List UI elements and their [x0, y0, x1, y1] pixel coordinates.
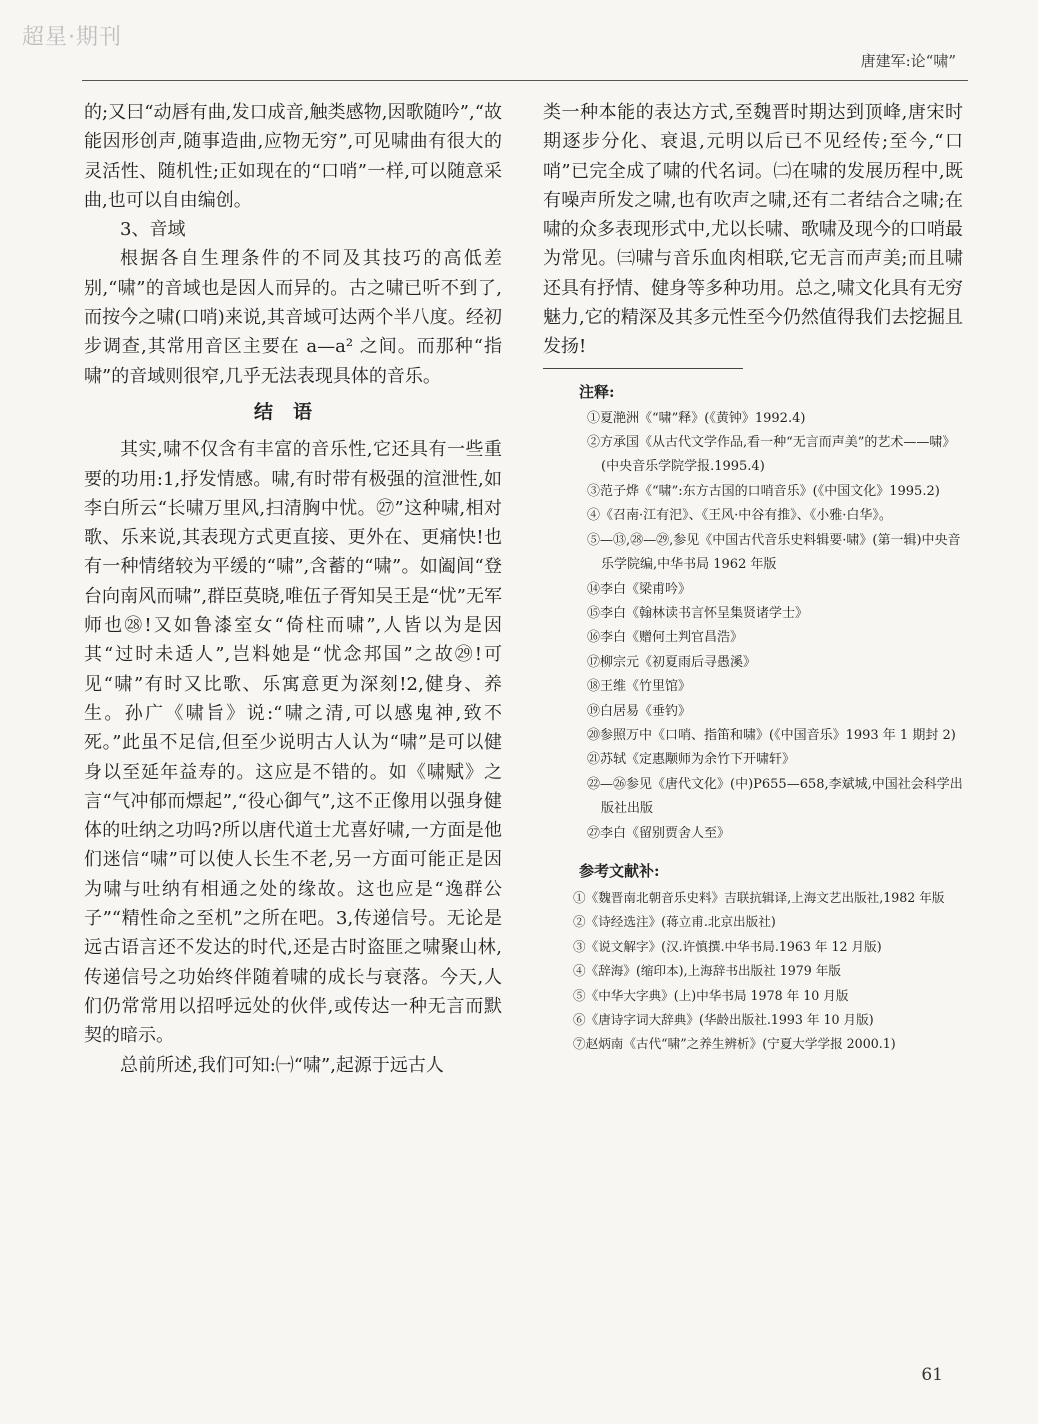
note-item: ⑯李白《赠何土判官昌浩》: [587, 630, 744, 646]
header-rule: [82, 80, 968, 81]
reference-item: ⑤《中华大字典》(上)中华书局 1978 年 10 月版: [573, 987, 849, 1003]
note-item: ⑭李白《梁甫吟》: [587, 581, 692, 597]
reference-item: ③《说文解字》(汉.许慎撰.中华书局.1963 年 12 月版): [573, 938, 882, 954]
watermark: 超星·期刊: [22, 25, 122, 50]
notes-divider: [543, 368, 743, 369]
note-item: ㉗李白《留别贾舍人至》: [587, 825, 731, 841]
left-column: [84, 98, 502, 1080]
references-list: [543, 886, 963, 1057]
note-item: ①夏滟洲《“啸”释》(《黄钟》1992.4): [587, 410, 806, 426]
right-column: [543, 98, 963, 1057]
note-item: ③范子烨《“啸”:东方古国的口哨音乐》(《中国文化》1995.2): [587, 483, 940, 499]
note-item: ⑱王维《竹里馆》: [587, 679, 692, 695]
note-item: ㉒—㉖参见《唐代文化》(中)P655—658,李斌城,中国社会科学出版社出版: [587, 776, 963, 817]
left-paragraph-2: 根据各自生理条件的不同及其技巧的高低差别,“啸”的音域也是因人而异的。古之啸已听不到了,而按今之啸(口哨)来说,其音域可达两个半八度。经初步调查,其常用音区主要在 a—a² 之间。而那种“指啸”的音域则很窄,几乎无法表现具体的音乐。: [84, 248, 502, 387]
note-item: ④《召南·江有汜》、《王风·中谷有推》、《小雅·白华》。: [587, 508, 892, 524]
running-head: 唐建军:论“啸”: [860, 52, 956, 70]
note-item: ②方承国《从古代文学作品,看一种“无言而声美”的艺术——啸》(中央音乐学院学报.1995.4): [587, 435, 956, 475]
reference-item: ⑦赵炳南《古代“啸”之养生辨析》(宁夏大学学报 2000.1): [573, 1036, 896, 1052]
reference-item: ①《魏晋南北朝音乐史料》吉联抗辑译,上海文艺出版社,1982 年版: [573, 889, 945, 905]
note-item: ㉑苏轼《定惠颙师为余竹下开啸轩》: [587, 752, 796, 768]
right-paragraph-1: 类一种本能的表达方式,至魏晋时期达到顶峰,唐宋时期逐步分化、衰退,元明以后已不见经传;至今,“口哨”已完全成了啸的代名词。㈡在啸的发展历程中,既有噪声所发之啸,也有吹声之啸,还有二者结合之啸;在啸的众多表现形式中,尤以长啸、歌啸及现今的口哨最为常见。㈢啸与音乐血肉相联,它无言而声美;而且啸还具有抒情、健身等多种功用。总之,啸文化具有无穷魅力,它的精深及其多元性至今仍然值得我们去挖掘且发扬!: [543, 102, 963, 358]
page-number: 61: [921, 1365, 943, 1385]
subhead-range: 3、音域: [120, 219, 186, 241]
reference-item: ④《辞海》(缩印本),上海辞书出版社 1979 年版: [573, 963, 841, 979]
reference-item: ⑥《唐诗字词大辞典》(华龄出版社.1993 年 10 月版): [573, 1012, 874, 1028]
section-title-conclusion: 结语: [253, 400, 332, 423]
note-item: ⑲白居易《垂钓》: [587, 703, 692, 719]
note-item: ⑰柳宗元《初夏雨后寻愚溪》: [587, 654, 757, 670]
notes-heading: 注释:: [579, 382, 615, 401]
notes-list: [543, 407, 963, 846]
note-item: ⑮李白《翰林读书言怀呈集贤诸学士》: [587, 605, 809, 621]
left-paragraph-4: 总前所述,我们可知:㈠“啸”,起源于远古人: [120, 1054, 444, 1076]
left-paragraph-3: 其实,啸不仅含有丰富的音乐性,它还具有一些重要的功用:1,抒发情感。啸,有时带有极强的渲泄性,如李白所云“长啸万里风,扫清胸中忧。㉗”这种啸,相对歌、乐来说,其表现方式更直接、更外在、更痛快!也有一种情绪较为平缓的“啸”,含蓄的“啸”。如阖闾“登台向南风而啸”,群臣莫晓,唯伍子胥知吴王是“忧”无军师也㉘!又如鲁漆室女“倚柱而啸”,人皆以为是因其“过时未适人”,岂料她是“忧念邦国”之故㉙!可见“啸”有时又比歌、乐寓意更为深刻!2,健身、养生。孙广《啸旨》说:“啸之清,可以感鬼神,致不死。”此虽不足信,但至少说明古人认为“啸”是可以健身以至延年益寿的。这应是不错的。如《啸赋》之言“气冲郁而熛起”,“役心御气”,这不正像用以强身健体的吐纳之功吗?所以唐代道士尤喜好啸,一方面是他们迷信“啸”可以使人长生不老,另一方面可能正是因为啸与吐纳有相通之处的缘故。这也应是“逸群公子”“精性命之至机”之所在吧。3,传递信号。无论是远古语言还不发达的时代,还是古时盗匪之啸聚山林,传递信号之功始终伴随着啸的成长与衰落。今天,人们仍常常用以招呼远处的伙伴,或传达一种无言而默契的暗示。: [84, 439, 502, 1047]
references-heading: 参考文献补:: [579, 861, 660, 880]
note-item: ⑳参照万中《口哨、指笛和啸》(《中国音乐》1993 年 1 期封 2): [587, 727, 956, 743]
left-paragraph-1: 的;又曰“动唇有曲,发口成音,触类感物,因歌随吟”,“故能因形创声,随事造曲,应物无穷”,可见啸曲有很大的灵活性、随机性;正如现在的“口哨”一样,可以随意采曲,也可以自由编创。: [84, 102, 502, 211]
reference-item: ②《诗经选注》(蒋立甫.北京出版社): [573, 914, 776, 930]
note-item: ⑤—⑬,㉘—㉙,参见《中国古代音乐史料辑要·啸》(第一辑)中央音乐学院编,中华书局 1962 年版: [587, 532, 961, 573]
